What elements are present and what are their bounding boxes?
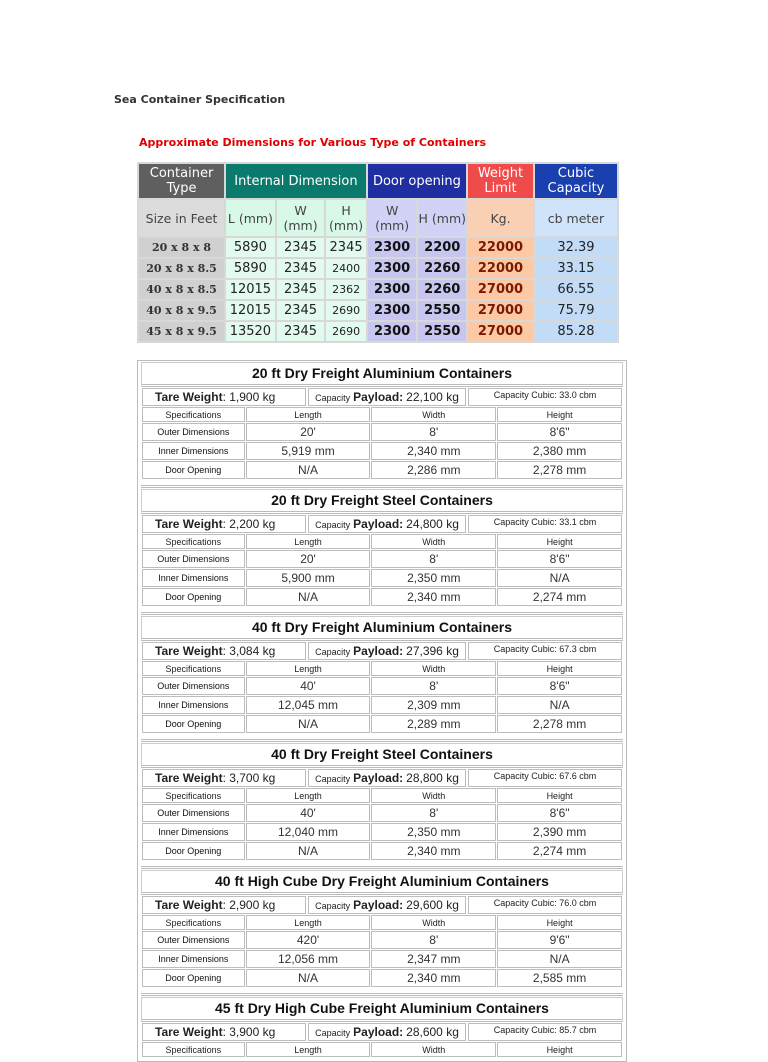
subheader-width: W (mm) (277, 200, 325, 236)
payload-label: Payload: (353, 390, 404, 404)
tare-payload-flex (142, 1023, 622, 1041)
door-opening-row (142, 842, 622, 860)
payload-value: 28,600 kg (406, 1025, 459, 1039)
inner-dimensions-height: 2,390 mm (497, 823, 622, 841)
subheader-length: L (mm) (226, 200, 275, 236)
door-opening-width: 2,340 mm (371, 842, 496, 860)
row-length: 12015 (226, 280, 275, 299)
capacity-cubic-cell: Capacity Cubic: 33.1 cbm (468, 515, 622, 533)
header-weight-limit: Weight Limit (468, 164, 533, 198)
row-door-height: 2260 (418, 280, 466, 299)
subheader-cb-meter: cb meter (535, 200, 617, 236)
row-height: 2345 (326, 238, 366, 257)
container-block (141, 616, 623, 742)
door-opening-label: Door Opening (142, 969, 245, 987)
tare-weight-label: Tare Weight (155, 898, 223, 912)
outer-dimensions-label: Outer Dimensions (142, 931, 245, 949)
tare-weight-label: Tare Weight (155, 1025, 223, 1039)
container-spec-table (141, 514, 623, 607)
payload-cell (308, 1023, 466, 1041)
header-internal-dimension: Internal Dimension (226, 164, 366, 198)
spec-header-specifications: Specifications (142, 534, 245, 549)
payload-value: 28,800 kg (406, 771, 459, 785)
summary-row (139, 280, 617, 299)
outer-dimensions-row (142, 550, 622, 568)
outer-dimensions-label: Outer Dimensions (142, 423, 245, 441)
row-size: 20 x 8 x 8 (139, 238, 224, 257)
spec-header-row (142, 407, 622, 422)
subheader-size: Size in Feet (139, 200, 224, 236)
container-title: 40 ft Dry Freight Aluminium Containers (141, 616, 623, 641)
tare-weight-value: : 2,200 kg (222, 517, 276, 531)
payload-label: Payload: (353, 517, 404, 531)
capacity-label: Capacity (315, 774, 351, 784)
tare-weight-cell (142, 515, 306, 533)
summary-row (139, 259, 617, 278)
door-opening-width: 2,286 mm (371, 461, 496, 479)
container-spec-table (141, 1022, 623, 1058)
spec-header-height: Height (497, 661, 622, 676)
tare-weight-value: : 3,900 kg (222, 1025, 276, 1039)
inner-dimensions-height: N/A (497, 950, 622, 968)
row-height: 2400 (326, 259, 366, 278)
row-height: 2362 (326, 280, 366, 299)
outer-dimensions-width: 8' (371, 804, 496, 822)
container-block (141, 870, 623, 996)
header-door-opening: Door opening (368, 164, 466, 198)
container-spec-table (141, 895, 623, 988)
subheader-door-width: W (mm) (368, 200, 417, 236)
inner-dimensions-width: 2,347 mm (371, 950, 496, 968)
row-door-height: 2550 (418, 301, 466, 320)
spec-header-width: Width (371, 661, 496, 676)
row-cubic: 75.79 (535, 301, 617, 320)
inner-dimensions-row (142, 950, 622, 968)
spec-header-height: Height (497, 534, 622, 549)
outer-dimensions-row (142, 804, 622, 822)
door-opening-length: N/A (246, 715, 371, 733)
inner-dimensions-row (142, 442, 622, 460)
row-length: 5890 (226, 238, 275, 257)
outer-dimensions-length: 20' (246, 423, 371, 441)
row-width: 2345 (277, 259, 325, 278)
spec-header-height: Height (497, 788, 622, 803)
container-spec-table (141, 768, 623, 861)
spec-header-row (142, 534, 622, 549)
block-separator (141, 480, 623, 488)
capacity-label: Capacity (315, 901, 351, 911)
block-separator (141, 734, 623, 742)
tare-weight-label: Tare Weight (155, 771, 223, 785)
spec-header-length: Length (246, 534, 371, 549)
payload-cell (308, 769, 466, 787)
door-opening-length: N/A (246, 461, 371, 479)
inner-dimensions-height: N/A (497, 569, 622, 587)
door-opening-label: Door Opening (142, 588, 245, 606)
door-opening-row (142, 715, 622, 733)
row-length: 13520 (226, 322, 275, 341)
row-door-width: 2300 (368, 280, 417, 299)
row-width: 2345 (277, 280, 325, 299)
block-separator (141, 861, 623, 869)
row-cubic: 32.39 (535, 238, 617, 257)
row-width: 2345 (277, 301, 325, 320)
outer-dimensions-width: 8' (371, 550, 496, 568)
inner-dimensions-label: Inner Dimensions (142, 823, 245, 841)
payload-value: 24,800 kg (406, 517, 459, 531)
row-door-width: 2300 (368, 238, 417, 257)
door-opening-height: 2,274 mm (497, 588, 622, 606)
tare-payload-row (142, 388, 622, 406)
door-opening-length: N/A (246, 588, 371, 606)
tare-payload-cells (142, 642, 622, 660)
payload-label: Payload: (353, 771, 404, 785)
summary-row (139, 301, 617, 320)
tare-weight-value: : 2,900 kg (222, 898, 276, 912)
outer-dimensions-height: 8'6" (497, 423, 622, 441)
payload-value: 22,100 kg (406, 390, 459, 404)
door-opening-label: Door Opening (142, 715, 245, 733)
inner-dimensions-row (142, 569, 622, 587)
outer-dimensions-length: 40' (246, 804, 371, 822)
tare-payload-flex (142, 642, 622, 660)
row-door-height: 2200 (418, 238, 466, 257)
row-door-height: 2260 (418, 259, 466, 278)
header-container-type: Container Type (139, 164, 224, 198)
spec-header-height: Height (497, 915, 622, 930)
payload-label: Payload: (353, 1025, 404, 1039)
capacity-cubic-cell: Capacity Cubic: 33.0 cbm (468, 388, 622, 406)
spec-header-row (142, 661, 622, 676)
row-door-width: 2300 (368, 322, 417, 341)
row-width: 2345 (277, 322, 325, 341)
spec-header-width: Width (371, 788, 496, 803)
subheader-height: H (mm) (326, 200, 366, 236)
container-spec-table (141, 387, 623, 480)
tare-payload-cells (142, 896, 622, 914)
spec-header-height: Height (497, 1042, 622, 1057)
container-title: 20 ft Dry Freight Steel Containers (141, 489, 623, 514)
inner-dimensions-height: N/A (497, 696, 622, 714)
tare-payload-cells (142, 515, 622, 533)
container-block (141, 997, 623, 1058)
spec-header-width: Width (371, 915, 496, 930)
subheader-door-height: H (mm) (418, 200, 466, 236)
tare-weight-label: Tare Weight (155, 517, 223, 531)
row-size: 40 x 8 x 9.5 (139, 301, 224, 320)
outer-dimensions-height: 8'6" (497, 804, 622, 822)
spec-header-height: Height (497, 407, 622, 422)
page-title: Sea Container Specification (114, 93, 286, 106)
inner-dimensions-length: 12,056 mm (246, 950, 371, 968)
capacity-label: Capacity (315, 393, 351, 403)
payload-cell (308, 642, 466, 660)
door-opening-height: 2,278 mm (497, 461, 622, 479)
outer-dimensions-height: 8'6" (497, 677, 622, 695)
spec-header-specifications: Specifications (142, 1042, 245, 1057)
tare-weight-cell (142, 642, 306, 660)
row-weight: 22000 (468, 238, 533, 257)
outer-dimensions-label: Outer Dimensions (142, 804, 245, 822)
container-title: 40 ft Dry Freight Steel Containers (141, 743, 623, 768)
door-opening-label: Door Opening (142, 461, 245, 479)
inner-dimensions-row (142, 696, 622, 714)
outer-dimensions-width: 8' (371, 931, 496, 949)
row-cubic: 66.55 (535, 280, 617, 299)
row-size: 20 x 8 x 8.5 (139, 259, 224, 278)
container-title: 40 ft High Cube Dry Freight Aluminium Containers (141, 870, 623, 895)
tare-weight-value: : 1,900 kg (222, 390, 276, 404)
spec-header-length: Length (246, 661, 371, 676)
summary-row (139, 238, 617, 257)
outer-dimensions-width: 8' (371, 423, 496, 441)
tare-payload-flex (142, 388, 622, 406)
inner-dimensions-width: 2,309 mm (371, 696, 496, 714)
subheader-kg: Kg. (468, 200, 533, 236)
door-opening-height: 2,585 mm (497, 969, 622, 987)
capacity-cubic-cell: Capacity Cubic: 85.7 cbm (468, 1023, 622, 1041)
capacity-cubic-cell: Capacity Cubic: 76.0 cbm (468, 896, 622, 914)
tare-payload-row (142, 515, 622, 533)
outer-dimensions-length: 420' (246, 931, 371, 949)
door-opening-width: 2,340 mm (371, 588, 496, 606)
spec-header-width: Width (371, 534, 496, 549)
outer-dimensions-row (142, 931, 622, 949)
row-size: 40 x 8 x 8.5 (139, 280, 224, 299)
payload-value: 29,600 kg (406, 898, 459, 912)
payload-value: 27,396 kg (406, 644, 459, 658)
tare-payload-flex (142, 769, 622, 787)
summary-header-row (139, 164, 617, 198)
door-opening-row (142, 461, 622, 479)
spec-header-row (142, 1042, 622, 1057)
tare-payload-cells (142, 1023, 622, 1041)
header-cubic-capacity: Cubic Capacity (535, 164, 617, 198)
door-opening-label: Door Opening (142, 842, 245, 860)
door-opening-height: 2,274 mm (497, 842, 622, 860)
container-details (137, 360, 627, 1062)
payload-label: Payload: (353, 644, 404, 658)
tare-payload-cells (142, 388, 622, 406)
row-cubic: 85.28 (535, 322, 617, 341)
door-opening-height: 2,278 mm (497, 715, 622, 733)
outer-dimensions-row (142, 423, 622, 441)
tare-payload-flex (142, 896, 622, 914)
tare-payload-row (142, 642, 622, 660)
payload-label: Payload: (353, 898, 404, 912)
outer-dimensions-label: Outer Dimensions (142, 677, 245, 695)
inner-dimensions-row (142, 823, 622, 841)
inner-dimensions-length: 12,045 mm (246, 696, 371, 714)
door-opening-length: N/A (246, 842, 371, 860)
row-size: 45 x 8 x 9.5 (139, 322, 224, 341)
container-block (141, 743, 623, 869)
spec-header-width: Width (371, 407, 496, 422)
tare-weight-cell (142, 388, 306, 406)
row-door-height: 2550 (418, 322, 466, 341)
capacity-label: Capacity (315, 1028, 351, 1038)
outer-dimensions-length: 40' (246, 677, 371, 695)
row-length: 12015 (226, 301, 275, 320)
summary-table (137, 162, 619, 343)
door-opening-width: 2,289 mm (371, 715, 496, 733)
spec-header-row (142, 915, 622, 930)
tare-payload-row (142, 896, 622, 914)
spec-header-specifications: Specifications (142, 788, 245, 803)
container-spec-table (141, 641, 623, 734)
container-block (141, 489, 623, 615)
capacity-label: Capacity (315, 520, 351, 530)
tare-weight-label: Tare Weight (155, 390, 223, 404)
inner-dimensions-label: Inner Dimensions (142, 696, 245, 714)
inner-dimensions-width: 2,340 mm (371, 442, 496, 460)
outer-dimensions-row (142, 677, 622, 695)
row-weight: 27000 (468, 322, 533, 341)
tare-weight-cell (142, 1023, 306, 1041)
payload-cell (308, 388, 466, 406)
tare-weight-cell (142, 769, 306, 787)
inner-dimensions-height: 2,380 mm (497, 442, 622, 460)
summary-row (139, 322, 617, 341)
tare-payload-flex (142, 515, 622, 533)
row-door-width: 2300 (368, 301, 417, 320)
door-opening-row (142, 969, 622, 987)
capacity-cubic-cell: Capacity Cubic: 67.3 cbm (468, 642, 622, 660)
door-opening-width: 2,340 mm (371, 969, 496, 987)
spec-header-row (142, 788, 622, 803)
inner-dimensions-label: Inner Dimensions (142, 950, 245, 968)
capacity-cubic-cell: Capacity Cubic: 67.6 cbm (468, 769, 622, 787)
spec-header-length: Length (246, 788, 371, 803)
inner-dimensions-width: 2,350 mm (371, 823, 496, 841)
inner-dimensions-length: 5,900 mm (246, 569, 371, 587)
block-separator (141, 607, 623, 615)
spec-header-specifications: Specifications (142, 407, 245, 422)
row-width: 2345 (277, 238, 325, 257)
tare-payload-cells (142, 769, 622, 787)
payload-cell (308, 515, 466, 533)
capacity-label: Capacity (315, 647, 351, 657)
tare-payload-row (142, 1023, 622, 1041)
outer-dimensions-label: Outer Dimensions (142, 550, 245, 568)
container-block (141, 362, 623, 488)
row-weight: 27000 (468, 280, 533, 299)
container-title: 45 ft Dry High Cube Freight Aluminium Containers (141, 997, 623, 1022)
door-opening-length: N/A (246, 969, 371, 987)
row-weight: 27000 (468, 301, 533, 320)
tare-weight-value: : 3,084 kg (222, 644, 276, 658)
spec-header-length: Length (246, 407, 371, 422)
summary-subheader-row (139, 200, 617, 236)
tare-weight-cell (142, 896, 306, 914)
spec-header-specifications: Specifications (142, 915, 245, 930)
spec-header-length: Length (246, 1042, 371, 1057)
inner-dimensions-label: Inner Dimensions (142, 442, 245, 460)
payload-cell (308, 896, 466, 914)
row-height: 2690 (326, 301, 366, 320)
outer-dimensions-length: 20' (246, 550, 371, 568)
spec-header-specifications: Specifications (142, 661, 245, 676)
row-height: 2690 (326, 322, 366, 341)
tare-weight-label: Tare Weight (155, 644, 223, 658)
inner-dimensions-length: 5,919 mm (246, 442, 371, 460)
inner-dimensions-length: 12,040 mm (246, 823, 371, 841)
inner-dimensions-label: Inner Dimensions (142, 569, 245, 587)
door-opening-row (142, 588, 622, 606)
container-title: 20 ft Dry Freight Aluminium Containers (141, 362, 623, 387)
tare-payload-row (142, 769, 622, 787)
row-length: 5890 (226, 259, 275, 278)
spec-header-width: Width (371, 1042, 496, 1057)
tare-weight-value: : 3,700 kg (222, 771, 276, 785)
outer-dimensions-height: 8'6" (497, 550, 622, 568)
block-separator (141, 988, 623, 996)
row-door-width: 2300 (368, 259, 417, 278)
inner-dimensions-width: 2,350 mm (371, 569, 496, 587)
outer-dimensions-height: 9'6" (497, 931, 622, 949)
outer-dimensions-width: 8' (371, 677, 496, 695)
row-weight: 22000 (468, 259, 533, 278)
row-cubic: 33.15 (535, 259, 617, 278)
spec-header-length: Length (246, 915, 371, 930)
table-subtitle: Approximate Dimensions for Various Type of Containers (139, 136, 487, 149)
